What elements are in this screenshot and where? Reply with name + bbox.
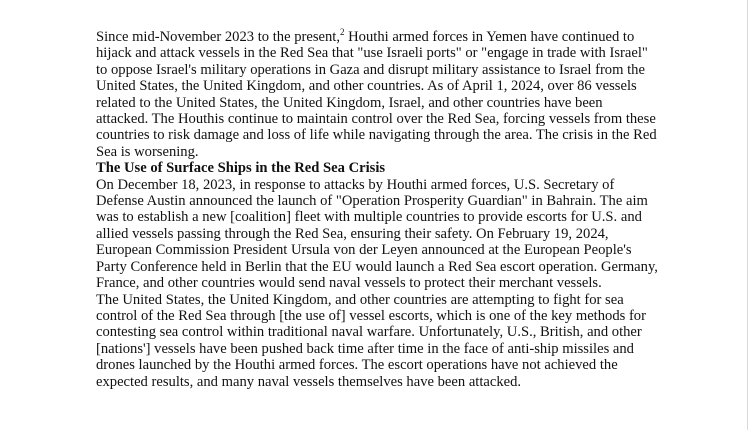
footnote-marker[interactable]: 2 (339, 27, 345, 37)
paragraph-operation-prosperity-guardian: On December 18, 2023, in response to attacks by Houthi armed forces, U.S. Secretary of Defense Austin announced the launch of "Operation Prosperity Guardian" in Bahrain. The aim was to establish a new [coalition] fleet with multiple countries to provide escorts for U.S. and allied vessels passing through the Red Sea, ensuring their safety. On February 19, 2024, European Commission President Ursula von der Leyen announced at the European People's Party Conference held in Berlin that the EU would launch a Red Sea escort operation. Germany, France, and other countries would send naval vessels to protect their merchant vessels. (96, 176, 658, 292)
paragraph-intro (96, 29, 658, 160)
section-heading: The Use of Surface Ships in the Red Sea Crisis (96, 160, 386, 177)
paragraph-intro-rest: Houthi armed forces in Yemen have continued to hijack and attack vessels in the Red Sea that "use Israeli ports" or "engage in trade with Israel" to oppose Israel's military operations in Gaza and disrupt military assistance to Israel from the United States, the United Kingdom, and other countries. As of April 1, 2024, over 86 vessels related to the United States, the United Kingdom, Israel, and other countries have been attacked. The Houthis continue to maintain control over the Red Sea, forcing vessels from these countries to risk damage and loss of life while navigating through the area. The crisis in the Red Sea is worsening. (96, 29, 657, 160)
document-body (96, 29, 658, 390)
paragraph-sea-control: The United States, the United Kingdom, and other countries are attempting to fight for sea control of the Red Sea through [the use of] vessel escorts, which is one of the key methods for contesting sea control within traditional naval warfare. Unfortunately, U.S., British, and other [nations'] vessels have been pushed back time after time in the face of anti-ship missiles and drones launched by the Houthi armed forces. The escort operations have not achieved the expected results, and many naval vessels themselves have been attacked. (96, 291, 646, 390)
paragraph-intro-lead: Since mid-November 2023 to the present, (96, 29, 340, 45)
page-edge-divider (747, 0, 748, 430)
